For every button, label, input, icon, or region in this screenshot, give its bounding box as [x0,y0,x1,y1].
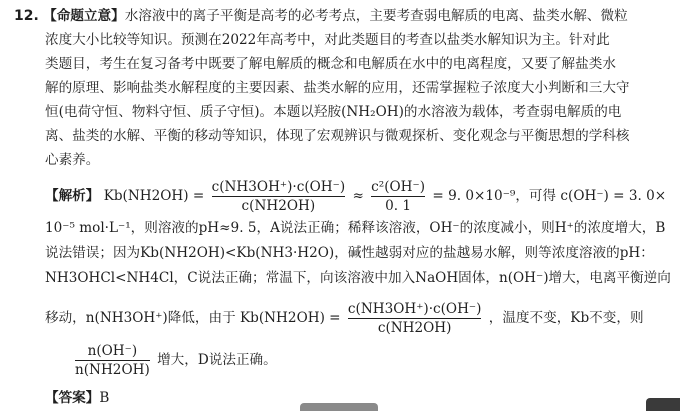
analysis-line-5-suffix: ，温度不变，Kb不变，则 [488,310,644,326]
analysis-line-3: 说法错误；因为Kb(NH2OH)<Kb(NH3·H2O)，碱性越弱对应的盐越易水解，则等浓度溶液的pH： [45,245,654,261]
intent-line-4: 解的原理、影响盐类水解程度的主要因素、盐类水解的应用，还需掌握粒子浓度大小判断和三大守 [45,80,630,96]
viewer-corner-button[interactable] [646,398,680,411]
question-number: 12. [14,8,39,24]
kb-fraction-3 [348,300,482,337]
kb-fraction-2 [371,178,425,215]
approx-sign: ≈ [352,188,364,204]
ratio-fraction-numerator: n(OH⁻) [87,343,138,359]
answer-value: B [99,390,110,406]
analysis-line-6-suffix: 增大，D说法正确。 [157,352,277,368]
intent-heading: 【命题立意】 [43,8,125,24]
answer-heading: 【答案】 [45,390,100,406]
kb-fraction-1-denominator: c(NH2OH) [212,196,346,215]
intent-text-1: 水溶液中的离子平衡是高考的必考考点，主要考查弱电解质的电离、盐类水解、微粒 [124,8,628,24]
analysis-line-1 [45,178,666,215]
intent-line-7: 心素养。 [45,152,100,168]
analysis-heading: 【解析】 [45,188,100,204]
viewer-scroll-handle[interactable] [300,403,378,411]
analysis-line-4: NH3OHCl<NH4Cl，C说法正确；常温下，向该溶液中加入NaOH固体，n(OH⁻)增大，电离平衡逆向 [45,270,671,286]
ratio-fraction [75,342,150,379]
analysis-kb-prefix: Kb(NH2OH) = [103,188,205,204]
kb-fraction-3-denominator: c(NH2OH) [348,318,482,337]
analysis-line-2: 10⁻⁵ mol·L⁻¹，则溶液的pH≈9. 5，A说法正确；稀释该溶液，OH⁻的浓度减小，则H⁺的浓度增大，B [45,220,666,236]
analysis-line-6 [72,342,277,379]
analysis-kb-result: = 9. 0×10⁻⁹，可得 c(OH⁻) = 3. 0× [432,188,667,204]
intent-line-3: 类题目，考生在复习备考中既要了解电解质的概念和电解质在水中的电离程度，又要了解盐类水 [45,56,616,72]
kb-fraction-1 [212,178,346,215]
intent-line-2: 浓度大小比较等知识。预测在2022年高考中，对此类题目的考查以盐类水解知识为主。针对此 [45,32,610,48]
kb-fraction-3-numerator: c(NH3OH⁺)·c(OH⁻) [347,301,482,317]
analysis-line-5-prefix: 移动，n(NH3OH⁺)降低，由于 Kb(NH2OH) = [45,310,341,326]
intent-line-5: 恒(电荷守恒、物料守恒、质子守恒)。本题以羟胺(NH₂OH)的水溶液为载体，考查弱电解质的电 [45,104,622,120]
kb-fraction-1-numerator: c(NH3OH⁺)·c(OH⁻) [211,179,346,195]
intent-line-1 [14,6,628,26]
answer-line [45,388,109,408]
kb-fraction-2-denominator: 0. 1 [371,196,425,215]
ratio-fraction-denominator: n(NH2OH) [75,362,150,378]
analysis-line-5 [45,300,644,337]
intent-line-6: 离、盐类的水解、平衡的移动等知识，体现了宏观辨识与微观探析、变化观念与平衡思想的学科核 [45,128,630,144]
kb-fraction-2-numerator: c²(OH⁻) [371,179,426,195]
